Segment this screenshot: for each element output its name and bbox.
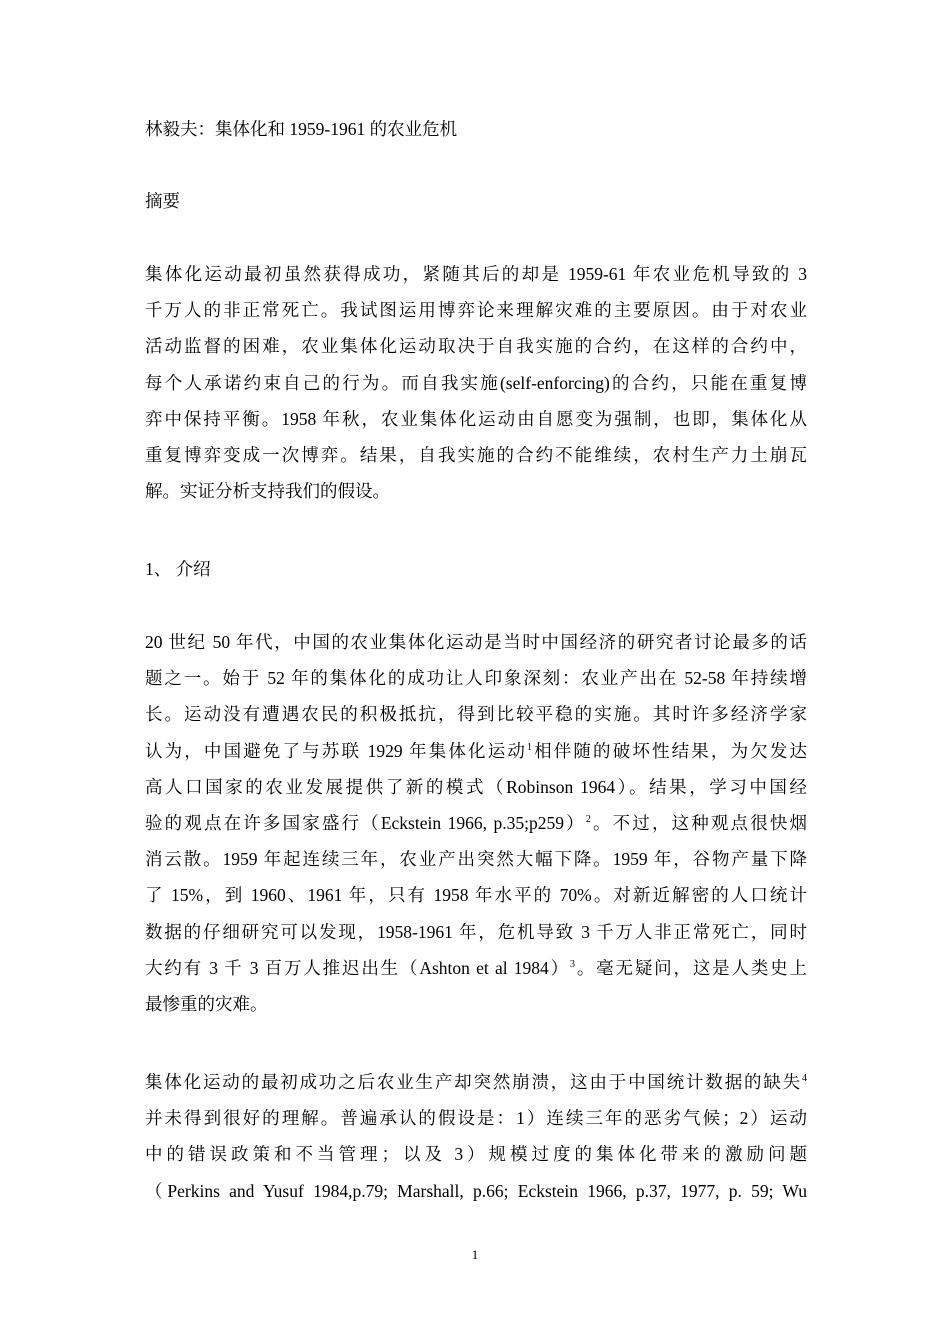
paragraph-line: 20 世纪 50 年代，中国的农业集体化运动是当时中国经济的研究者讨论最多的话 xyxy=(145,632,807,652)
paragraph-line xyxy=(145,805,807,841)
text-run: 集体化运动的最初成功之后农业生产却突然崩溃，这由于中国统计数据的缺失 xyxy=(145,1072,802,1092)
text-run: 。不过，这种观点很快烟 xyxy=(590,812,808,833)
paragraph-line: （Perkins and Yusuf 1984,p.79; Marshall, p.66; Eckstein 1966, p.37, 1977, p. 59; Wu xyxy=(145,1180,807,1201)
abstract-line: 弈中保持平衡。1958 年秋，农业集体化运动由自愿变为强制，也即，集体化从 xyxy=(145,408,807,429)
paragraph-line: 高人口国家的农业发展提供了新的模式（Robinson 1964）。结果，学习中国经 xyxy=(145,776,807,797)
abstract-line: 活动监督的困难，农业集体化运动取决于自我实施的合约，在这样的合约中， xyxy=(145,336,807,357)
abstract-line: 千万人的非正常死亡。我试图运用博弈论来理解灾难的主要原因。由于对农业 xyxy=(145,300,807,321)
footnote-ref-3[interactable]: 3 xyxy=(569,958,575,970)
text-run: 认为，中国避免了与苏联 1929 年集体化运动 xyxy=(145,740,527,761)
text-run: 相伴随的破坏性结果，为欠发达 xyxy=(531,740,807,761)
paragraph-line: 了 15%，到 1960、1961 年，只有 1958 年水平的 70%。对新近解密的人口统计 xyxy=(145,885,807,906)
paragraph-line xyxy=(145,733,807,769)
paragraph-line: 消云散。1959 年起连续三年，农业产出突然大幅下降。1959 年，谷物产量下降 xyxy=(145,849,807,870)
abstract-line: 每个人承诺约束自己的行为。而自我实施(self-enforcing)的合约，只能在重复博 xyxy=(145,372,807,393)
footnote-ref-4[interactable]: 4 xyxy=(802,1073,807,1084)
page-number: 1 xyxy=(471,1247,479,1262)
abstract-paragraph xyxy=(145,256,807,509)
abstract-heading: 摘要 xyxy=(145,191,180,211)
abstract-line: 重复博弈变成一次博弈。结果，自我实施的合约不能维续，农村生产力土崩瓦 xyxy=(145,444,807,465)
text-run: 验的观点在许多国家盛行（Eckstein 1966, p.35;p259） xyxy=(145,812,586,833)
paragraph-line: 长。运动没有遭遇农民的积极抵抗，得到比较平稳的实施。其时许多经济学家 xyxy=(145,704,807,725)
collapse-paragraph xyxy=(145,1064,807,1209)
footnote-ref-2[interactable]: 2 xyxy=(585,813,591,825)
paragraph-line: 数据的仔细研究可以发现，1958-1961 年，危机导致 3 千万人非正常死亡，同时 xyxy=(145,921,807,942)
abstract-line: 解。实证分析支持我们的假设。 xyxy=(145,481,390,502)
paragraph-line xyxy=(145,950,807,986)
introduction-paragraph xyxy=(145,624,807,1022)
abstract-line: 集体化运动最初虽然获得成功，紧随其后的却是 1959-61 年农业危机导致的 3 xyxy=(145,264,807,284)
text-run: 。毫无疑问，这是人类史上 xyxy=(574,957,808,978)
footnote-ref-1[interactable]: 1 xyxy=(526,741,532,753)
paragraph-line xyxy=(145,1064,807,1100)
paragraph-line: 最惨重的灾难。 xyxy=(145,993,268,1014)
paragraph-line: 中的错误政策和不当管理；以及 3）规模过度的集体化带来的激励问题 xyxy=(145,1144,807,1165)
paragraph-line: 并未得到很好的理解。普遍承认的假设是：1）连续三年的恶劣气候；2）运动 xyxy=(145,1108,807,1129)
text-run: 大约有 3 千 3 百万人推迟出生（Ashton et al 1984） xyxy=(145,957,570,978)
document-title: 林毅夫：集体化和 1959-1961 的农业危机 xyxy=(145,119,458,139)
paragraph-line: 题之一。始于 52 年的集体化的成功让人印象深刻：农业产出在 52-58 年持续增 xyxy=(145,668,807,689)
section-heading-introduction: 1、 介绍 xyxy=(145,559,211,579)
